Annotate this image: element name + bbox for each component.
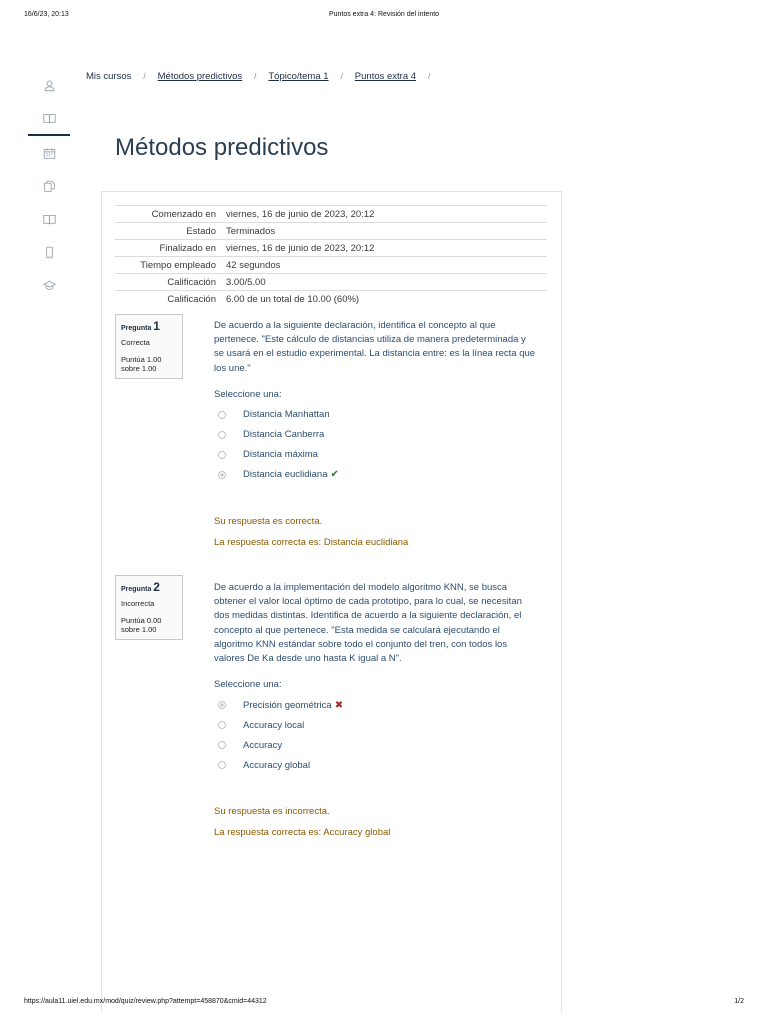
summary-value: viernes, 16 de junio de 2023, 20:12 bbox=[221, 240, 547, 257]
book-icon bbox=[43, 112, 56, 125]
radio-button[interactable] bbox=[218, 411, 226, 419]
sidebar-item-calendar[interactable] bbox=[28, 138, 70, 169]
question-label: Pregunta bbox=[121, 586, 152, 593]
question-max: sobre 1.00 bbox=[121, 625, 157, 634]
question-feedback bbox=[214, 806, 536, 838]
summary-label: Comenzado en bbox=[115, 206, 221, 223]
radio-button-checked[interactable] bbox=[218, 471, 226, 479]
breadcrumb-separator: / bbox=[143, 72, 146, 81]
breadcrumb-separator: / bbox=[340, 72, 343, 81]
option-label: Accuracy bbox=[243, 739, 283, 751]
answer-option[interactable] bbox=[214, 445, 536, 465]
question-score: Puntúa 1.00 bbox=[121, 355, 162, 364]
question-state: Incorrecta bbox=[121, 599, 155, 608]
table-row bbox=[115, 257, 547, 274]
question-state: Correcta bbox=[121, 338, 150, 347]
question-number bbox=[121, 319, 177, 333]
summary-label: Finalizado en bbox=[115, 240, 221, 257]
summary-value: 42 segundos bbox=[221, 257, 547, 274]
summary-value: 6.00 de un total de 10.00 (60%) bbox=[221, 291, 547, 308]
answer-prompt: Seleccione una: bbox=[214, 388, 282, 400]
radio-button[interactable] bbox=[218, 721, 226, 729]
book-icon bbox=[43, 213, 56, 226]
summary-value: 3.00/5.00 bbox=[221, 274, 547, 291]
option-label: Accuracy local bbox=[243, 719, 305, 731]
sidebar-item-library[interactable] bbox=[28, 204, 70, 235]
breadcrumb-course[interactable]: Métodos predictivos bbox=[157, 71, 243, 82]
breadcrumb-my-courses[interactable]: Mis cursos bbox=[86, 71, 132, 82]
feedback-result: Su respuesta es correcta. bbox=[214, 515, 323, 527]
breadcrumb-separator: / bbox=[428, 72, 431, 81]
summary-value: viernes, 16 de junio de 2023, 20:12 bbox=[221, 206, 547, 223]
radio-button[interactable] bbox=[218, 761, 226, 769]
answer-option[interactable] bbox=[214, 425, 536, 445]
print-title: Puntos extra 4: Revisión del intento bbox=[328, 11, 440, 18]
question-label: Pregunta bbox=[121, 325, 152, 332]
question-2-content bbox=[214, 581, 536, 838]
sidebar-item-grades[interactable] bbox=[28, 270, 70, 301]
answer-option[interactable] bbox=[214, 715, 536, 735]
quiz-review-panel bbox=[101, 191, 562, 1012]
radio-button[interactable] bbox=[218, 451, 226, 459]
question-index: 2 bbox=[153, 580, 160, 594]
breadcrumb-quiz[interactable]: Puntos extra 4 bbox=[354, 71, 417, 82]
cross-icon: ✖ bbox=[334, 699, 344, 711]
user-icon bbox=[43, 79, 56, 92]
print-date: 16/6/23, 20:13 bbox=[24, 11, 69, 18]
answer-option[interactable] bbox=[214, 755, 536, 775]
graduation-cap-icon bbox=[43, 279, 56, 292]
question-1-info bbox=[115, 314, 183, 379]
print-page-number: 1/2 bbox=[734, 998, 744, 1005]
answer-option[interactable] bbox=[214, 735, 536, 755]
files-icon bbox=[43, 180, 56, 193]
print-header bbox=[24, 11, 744, 23]
sidebar-item-course[interactable] bbox=[28, 103, 70, 136]
question-text: De acuerdo a la siguiente declaración, identifica el concepto al que pertenece. "Este cálculo de distancias utiliza de manera predeterminada y se usará en el estudio experimental. La distancia entre: es la línea recta que los une." bbox=[214, 320, 536, 374]
page-title: Métodos predictivos bbox=[115, 134, 329, 161]
calendar-icon bbox=[43, 147, 56, 160]
feedback-right-answer: La respuesta correcta es: Accuracy global bbox=[214, 827, 391, 839]
question-text: De acuerdo a la implementación del modelo algoritmo KNN, se busca obtener el valor local óptimo de cada prototipo, para lo cual, se necesitan dos medidas distintas. Identifica de acuerdo a la siguiente declaración, el concepto al que pertenece. "Esta medida se calculará ejecutando el algoritmo KNN estándar sobre todo el conjunto del tren, con todos los valores De Ka desde uno hasta K igual a N". bbox=[214, 582, 522, 665]
option-label: Distancia euclidiana bbox=[243, 469, 328, 481]
print-url: https://aula11.uiel.edu.mx/mod/quiz/review.php?attempt=458870&cmid=44312 bbox=[24, 998, 267, 1005]
question-2-info bbox=[115, 575, 183, 640]
option-label: Distancia máxima bbox=[243, 449, 318, 461]
table-row bbox=[115, 291, 547, 308]
feedback-result: Su respuesta es incorrecta. bbox=[214, 806, 330, 818]
answer-option-selected[interactable] bbox=[214, 695, 536, 715]
answer-option[interactable] bbox=[214, 405, 536, 425]
option-label: Precisión geométrica bbox=[243, 699, 332, 711]
summary-label: Tiempo empleado bbox=[115, 257, 221, 274]
question-score: Puntúa 0.00 bbox=[121, 616, 162, 625]
attempt-summary-table bbox=[115, 205, 547, 307]
summary-label: Estado bbox=[115, 223, 221, 240]
table-row bbox=[115, 240, 547, 257]
table-row bbox=[115, 223, 547, 240]
radio-button[interactable] bbox=[218, 431, 226, 439]
option-label: Accuracy global bbox=[243, 759, 311, 771]
answer-prompt: Seleccione una: bbox=[214, 679, 282, 691]
sidebar-item-profile[interactable] bbox=[28, 70, 70, 101]
option-label: Distancia Manhattan bbox=[243, 409, 330, 421]
check-icon: ✔ bbox=[330, 469, 339, 481]
summary-label: Calificación bbox=[115, 274, 221, 291]
sidebar-item-mobile[interactable] bbox=[28, 237, 70, 268]
breadcrumb-separator: / bbox=[254, 72, 257, 81]
breadcrumb-topic[interactable]: Tópico/tema 1 bbox=[268, 71, 329, 82]
answer-option-selected[interactable] bbox=[214, 465, 536, 485]
feedback-right-answer: La respuesta correcta es: Distancia euclidiana bbox=[214, 536, 409, 548]
question-1-content bbox=[214, 319, 536, 548]
table-row bbox=[115, 206, 547, 223]
question-feedback bbox=[214, 516, 536, 548]
summary-label: Calificación bbox=[115, 291, 221, 308]
question-max: sobre 1.00 bbox=[121, 364, 157, 373]
breadcrumb bbox=[86, 71, 442, 82]
print-footer bbox=[24, 998, 744, 1010]
radio-button-checked[interactable] bbox=[218, 701, 226, 709]
radio-button[interactable] bbox=[218, 741, 226, 749]
mobile-icon bbox=[43, 246, 56, 259]
question-number bbox=[121, 580, 177, 594]
question-index: 1 bbox=[153, 319, 160, 333]
table-row bbox=[115, 274, 547, 291]
sidebar-item-files[interactable] bbox=[28, 171, 70, 202]
summary-value: Terminados bbox=[221, 223, 547, 240]
option-label: Distancia Canberra bbox=[243, 429, 325, 441]
sidebar bbox=[28, 70, 70, 303]
